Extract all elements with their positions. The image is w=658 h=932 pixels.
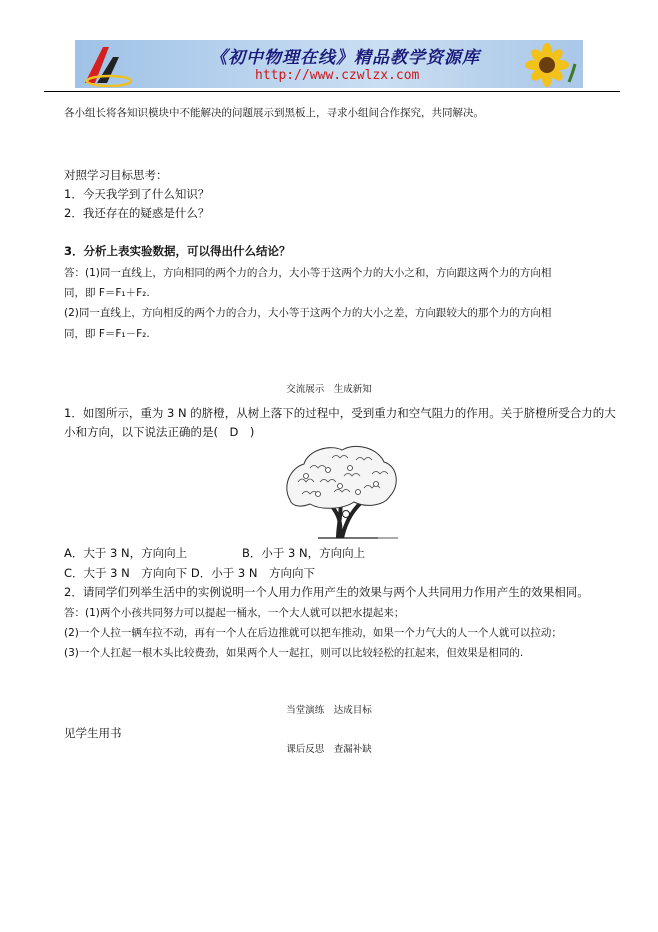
banner-url: http://www.czwlzx.com	[255, 68, 420, 83]
answer-2-part1: 答：(1)两个小孩共同努力可以提起一桶水，一个大人就可以把水提起来；	[64, 607, 405, 619]
reflection-question-2: 2．我还存在的疑惑是什么？	[64, 206, 210, 220]
orange-tree-figure	[280, 442, 402, 542]
exercise-1-stem-line2: 小和方向，以下说法正确的是( D )	[64, 425, 255, 439]
exercise-1-stem-line1: 1．如图所示，重为 3 N 的脐橙，从树上落下的过程中，受到重力和空气阻力的作用。关于脐橙所受合力的大	[64, 406, 616, 420]
option-b: B．小于 3 N，方向向上	[242, 546, 366, 560]
answer-2-part2: (2)一个人拉一辆车拉不动，再有一个人在后边推就可以把车推动，如果一个力气大的人一个人就可以拉动；	[64, 627, 562, 639]
section-heading-reflection: 课后反思 查漏补缺	[286, 744, 372, 755]
option-a: A．大于 3 N，方向向上	[64, 546, 188, 560]
reflection-question-1: 1．今天我学到了什么知识？	[64, 187, 210, 201]
banner-title: 《初中物理在线》精品教学资源库	[210, 48, 480, 68]
options-c-d: C．大于 3 N 方向向下 D．小于 3 N 方向向下	[64, 566, 315, 580]
question-3: 3．分析上表实验数据，可以得出什么结论？	[64, 244, 291, 258]
sunflower-icon	[517, 42, 577, 88]
intro-paragraph: 各小组长将各知识模块中不能解决的问题展示到黑板上，寻求小组间合作探究，共同解决。	[64, 107, 484, 119]
see-student-book: 见学生用书	[64, 726, 122, 740]
answer-3-part2-line1: (2)同一直线上，方向相反的两个力的合力，大小等于这两个力的大小之差，方向跟较大的那个力的方向相	[64, 307, 552, 319]
answer-3-part2-line2: 同，即 F＝F₁－F₂.	[64, 328, 150, 340]
answer-3-part1-line1: 答：(1)同一直线上，方向相同的两个力的合力，大小等于这两个力的大小之和，方向跟这两个力的方向相	[64, 267, 552, 279]
exercise-2-stem: 2．请同学们列举生活中的实例说明一个人用力作用产生的效果与两个人共同用力作用产生的效果相同。	[64, 585, 589, 599]
reflection-heading: 对照学习目标思考：	[64, 168, 168, 182]
header-banner	[75, 40, 583, 88]
answer-2-part3: (3)一个人扛起一根木头比较费劲，如果两个人一起扛，则可以比较轻松的扛起来，但效果是相同的.	[64, 647, 524, 659]
section-heading-practice: 当堂演练 达成目标	[286, 705, 372, 716]
answer-3-part1-line2: 同，即 F＝F₁＋F₂.	[64, 287, 150, 299]
site-logo	[83, 43, 133, 87]
header-rule	[44, 91, 620, 92]
section-heading-exchange: 交流展示 生成新知	[286, 384, 372, 395]
